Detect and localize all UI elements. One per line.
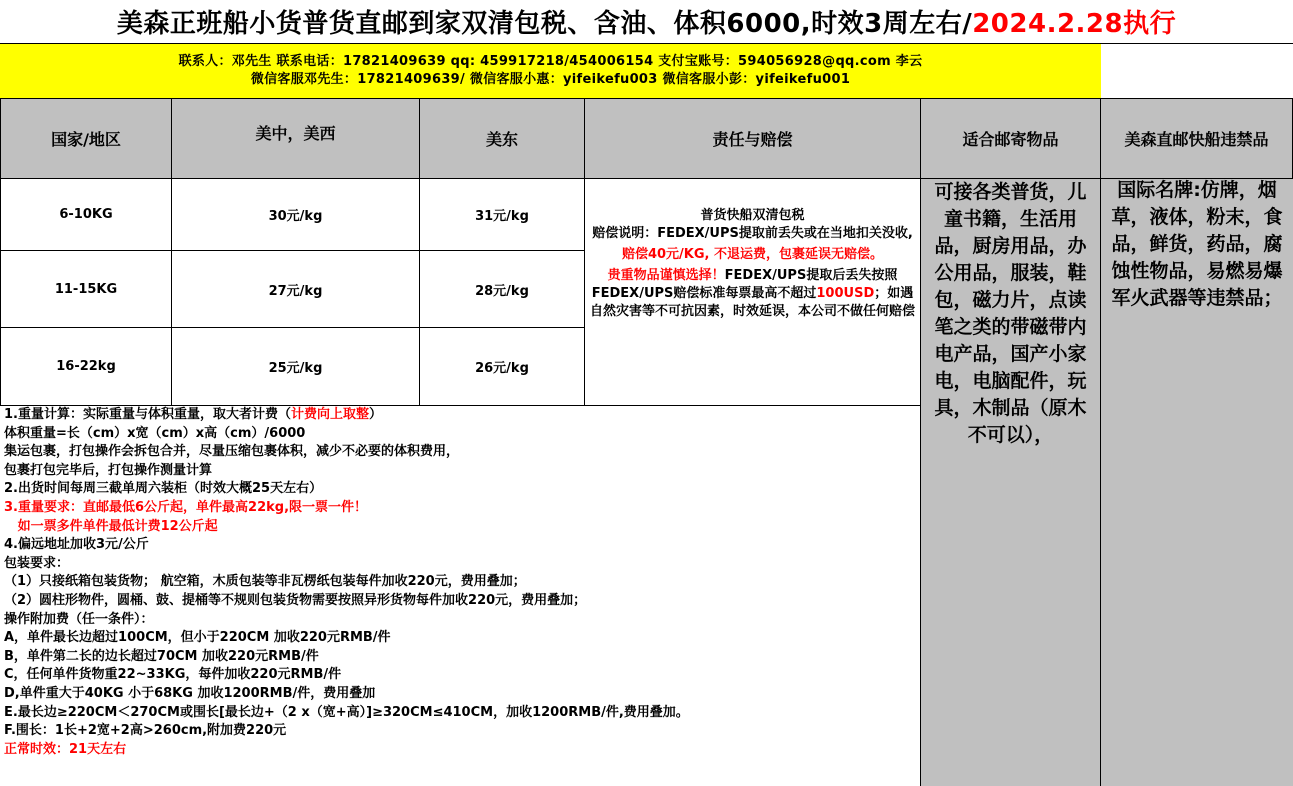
header-east: 美东 [420, 98, 585, 179]
row-3-weight: 16-22kg [0, 328, 172, 406]
note-4: 包裹打包完毕后，打包操作测量计算 [4, 462, 213, 478]
note-10: （1）只接纸箱包装货物； 航空箱，木质包装等非瓦楞纸包装每件加收220元，费用叠加； [4, 574, 526, 590]
note-6: 3.重量要求：直邮最低6公斤起，单件最高22kg,限一票一件！ [4, 499, 368, 515]
resp-line-1: 普货快船双清包税 [700, 208, 805, 223]
resp-line-4: FEDEX/UPS提取后丢失按照FEDEX/UPS赔偿标准每票最高不超过 [591, 268, 898, 301]
note-8: 4.偏远地址加收3元/公斤 [4, 537, 149, 553]
note-12: 操作附加费（任一条件）： [4, 611, 154, 627]
note-15: C，任何单件货物重22~33KG，每件加收220元RMB/件 [4, 667, 342, 683]
header-west: 美中，美西 [172, 98, 420, 179]
note-1: 1.重量计算：实际重量与体积重量，取大者计费（计费向上取整） [4, 407, 383, 422]
notes-section [0, 405, 921, 786]
responsibility-cell [585, 179, 921, 406]
row-1-west: 30元/kg [172, 179, 420, 251]
note-7: 如一票多件单件最低计费12公斤起 [4, 518, 218, 534]
row-3-west: 25元/kg [172, 328, 420, 406]
prohibited-column [1101, 179, 1293, 786]
note-16: D,单件重大于40KG 小于68KG 加收1200RMB/件，费用叠加 [4, 685, 376, 701]
header-suitable: 适合邮寄物品 [921, 98, 1101, 179]
header-responsibility: 责任与赔偿 [585, 98, 921, 179]
note-19: 正常时效：21天左右 [4, 741, 127, 757]
resp-warning: 贵重物品谨慎选择！ [607, 268, 725, 283]
row-1-weight: 6-10KG [0, 179, 172, 251]
row-2-east: 28元/kg [420, 251, 585, 328]
prohibited-text: 国际名牌:仿牌，烟草，液体，粉末，食品，鲜货，药品，腐蚀性物品，易燃易爆军火武器等违禁品； [1111, 179, 1283, 309]
note-5: 2.出货时间每周三截单周六装柜（时效大概25天左右） [4, 481, 323, 497]
row-3-east: 26元/kg [420, 328, 585, 406]
note-2: 体积重量=长（cm）x宽（cm）x高（cm）/6000 [4, 425, 306, 441]
resp-line-3: 赔偿40元/KG, 不退运费，包裹延误无赔偿。 [621, 247, 884, 262]
note-13: A，单件最长边超过100CM，但小于220CM 加收220元RMB/件 [4, 630, 391, 646]
title-main: 美森正班船小货普货直邮到家双清包税、含油、体积6000,时效3周左右/ [116, 9, 973, 39]
header-country: 国家/地区 [0, 98, 172, 179]
page-title [0, 0, 1293, 44]
resp-line-5: ；如遇自然灾害等不可抗因素，时效延误，本公司不做任何赔偿 [589, 286, 915, 319]
suitable-column [921, 179, 1101, 786]
note-3: 集运包裹，打包操作会拆包合并，尽量压缩包裹体积，减少不必要的体积费用， [4, 444, 460, 460]
contact-line-1: 联系人：邓先生 联系电话：17821409639 qq: 459917218/454006154 支付宝账号：594056928@qq.com 李云 [178, 54, 923, 69]
row-2-weight: 11-15KG [0, 251, 172, 328]
contact-line-2: 微信客服邓先生：17821409639/ 微信客服小惠：yifeikefu003 微信客服小彭：yifeikefu001 [250, 72, 851, 87]
row-1-east: 31元/kg [420, 179, 585, 251]
row-2-west: 27元/kg [172, 251, 420, 328]
header-prohibited: 美森直邮快船违禁品 [1101, 98, 1293, 179]
resp-usd: 100USD [816, 286, 875, 301]
resp-line-2: 赔偿说明：FEDEX/UPS提取前丢失或在当地扣关没收, [592, 226, 913, 241]
note-11: （2）圆柱形物件，圆桶、鼓、提桶等不规则包装货物需要按照异形货物每件加收220元，费用叠加； [4, 592, 587, 608]
contact-band [0, 44, 1101, 98]
note-14: B，单件第二长的边长超过70CM 加收220元RMB/件 [4, 648, 319, 664]
note-9: 包装要求： [4, 555, 70, 571]
note-17: E.最长边≥220CM＜270CM或围长[最长边+（2 x（宽+高）]≥320CM≤410CM，加收1200RMB/件,费用叠加。 [4, 704, 689, 720]
title-date: 2024.2.28执行 [972, 9, 1177, 39]
suitable-text: 可接各类普货，儿童书籍，生活用品，厨房用品，办公用品，服装，鞋包，磁力片，点读笔之类的带磁带内电产品，国产小家电，电脑配件，玩具，木制品（原木不可以）， [934, 181, 1087, 446]
note-18: F.围长：1长+2宽+2高>260cm,附加费220元 [4, 723, 287, 739]
